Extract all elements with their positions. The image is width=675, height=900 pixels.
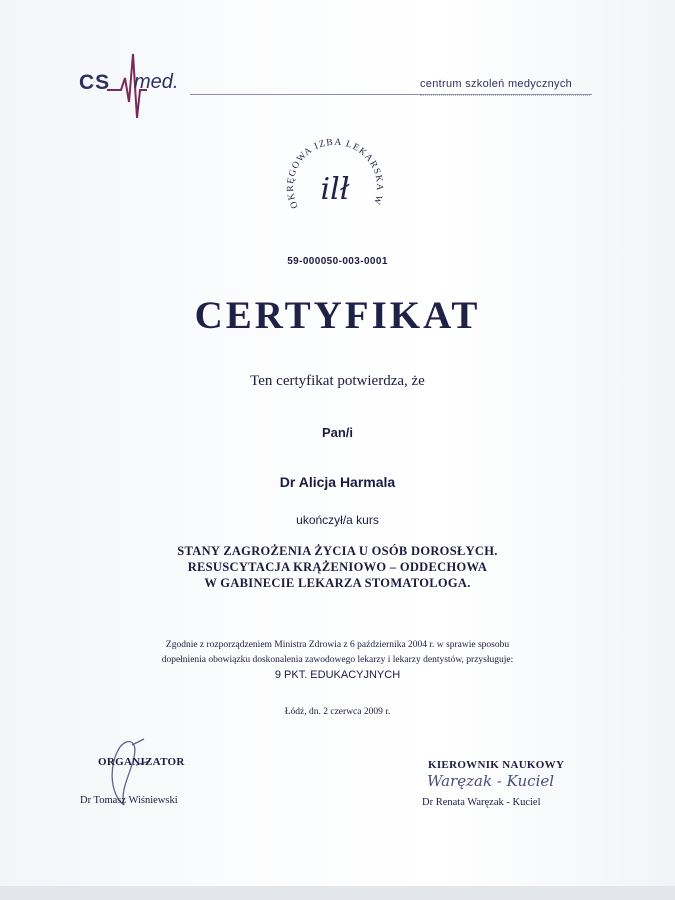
regulation-line: dopełnienia obowiązku doskonalenia zawodowego lekarzy i lekarzy dentystów, przysługuje: [161, 655, 514, 665]
certificate-number: 59-000050-003-0001 [287, 256, 388, 267]
header-tagline: centrum szkoleń medycznych [420, 78, 573, 90]
salutation: Pan/i [321, 425, 354, 440]
education-points: 9 PKT. EDUKACYJNYCH [274, 669, 401, 681]
course-line: STANY ZAGROŻENIA ŻYCIA U OSÓB DOROSŁYCH. [177, 544, 498, 558]
seal-monogram: ilł [320, 172, 350, 207]
course-title [0, 543, 675, 591]
signature-handwriting: Waręzak - Kuciel [427, 772, 555, 790]
scientific-director-name: Dr Renata Waręzak - Kuciel [422, 797, 541, 808]
regulation-line: Zgodnie z rozporządzeniem Ministra Zdrowia z 6 października 2004 r. w sprawie sposobu [165, 640, 510, 650]
course-line: W GABINECIE LEKARZA STOMATOLOGA. [204, 576, 471, 590]
seal-emblem-icon [270, 130, 400, 240]
logo-med-text: med. [134, 71, 179, 93]
recipient-name: Dr Alicja Harmala [279, 474, 396, 490]
logo-cs-text: CS [79, 71, 111, 94]
certificate-title: CERTYFIKAT [194, 294, 481, 337]
chamber-seal [270, 130, 400, 240]
regulation-text [0, 638, 675, 668]
seal-ring-text: OKRĘGOWA IZBA LEKARSKA W [285, 137, 385, 210]
scientific-director-signature [425, 768, 585, 794]
confirm-text: Ten certyfikat potwierdza, że [250, 373, 425, 389]
course-line: RESUSCYTACJA KRĄŻENIOWO – ODDECHOWA [187, 560, 488, 574]
csmed-logo [79, 50, 219, 120]
scientific-director-label: KIEROWNIK NAUKOWY [428, 759, 565, 771]
place-date: Łódź, dn. 2 czerwca 2009 r. [284, 707, 391, 717]
header-contact-line [420, 95, 590, 100]
completed-text: ukończył/a kurs [296, 513, 379, 527]
organizer-name: Dr Tomasz Wiśniewski [80, 795, 178, 806]
organizer-label: ORGANIZATOR [98, 756, 185, 768]
